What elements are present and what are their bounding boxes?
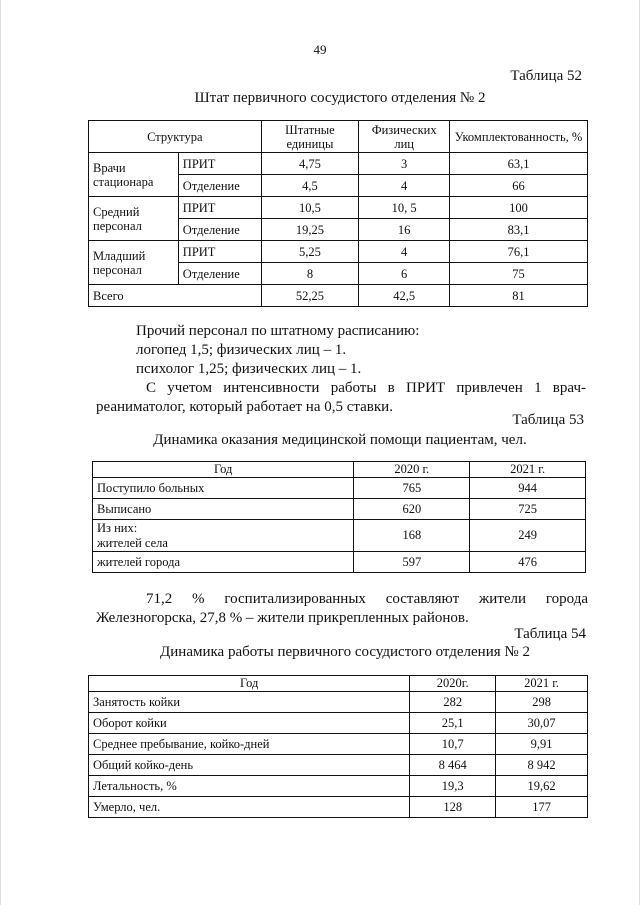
table-cell: 9,91 bbox=[496, 734, 588, 755]
table52 bbox=[88, 120, 588, 307]
table54-title: Динамика работы первичного сосудистого отделения № 2 bbox=[160, 644, 530, 660]
table-row bbox=[89, 197, 588, 219]
table-cell: 944 bbox=[470, 478, 586, 499]
table-cell: 3 bbox=[359, 153, 450, 175]
table-row-total bbox=[89, 285, 588, 307]
table-cell: 476 bbox=[470, 552, 586, 573]
paragraph-line: реаниматолог, который работает на 0,5 ставки. bbox=[96, 399, 393, 415]
table-cell: ПРИТ bbox=[178, 197, 261, 219]
table-cell: 42,5 bbox=[359, 285, 450, 307]
table53-title: Динамика оказания медицинской помощи пациентам, чел. bbox=[153, 432, 527, 448]
table-cell: 249 bbox=[470, 520, 586, 552]
table-cell: ПРИТ bbox=[178, 153, 261, 175]
table52-header-physical: Физических лиц bbox=[359, 121, 450, 153]
table52-header-structure: Структура bbox=[89, 121, 262, 153]
table-cell: Отделение bbox=[178, 175, 261, 197]
table-cell: 620 bbox=[354, 499, 470, 520]
table-cell bbox=[93, 520, 354, 552]
table-row bbox=[89, 776, 588, 797]
table-row bbox=[89, 797, 588, 818]
table-cell: ПРИТ bbox=[178, 241, 261, 263]
table-cell: 19,3 bbox=[410, 776, 496, 797]
table-cell: жителей города bbox=[93, 552, 354, 573]
table53-caption: Таблица 53 bbox=[512, 412, 584, 428]
table-row bbox=[89, 713, 588, 734]
page-number: 49 bbox=[313, 42, 327, 57]
table-cell: Отделение bbox=[178, 219, 261, 241]
table-row bbox=[89, 692, 588, 713]
table-header-cell: 2020 г. bbox=[354, 462, 470, 478]
table-cell: 52,25 bbox=[261, 285, 359, 307]
table-cell: Занятость койки bbox=[89, 692, 410, 713]
table-cell: 25,1 bbox=[410, 713, 496, 734]
table52-header-staffing: Укомплектованность, % bbox=[450, 121, 588, 153]
table-cell: 63,1 bbox=[450, 153, 588, 175]
table-cell: 16 bbox=[359, 219, 450, 241]
table-cell: 30,07 bbox=[496, 713, 588, 734]
table54-header-row bbox=[89, 676, 588, 692]
paragraph-line: логопед 1,5; физических лиц – 1. bbox=[136, 342, 347, 358]
table-cell: 10,5 bbox=[261, 197, 359, 219]
table-cell: 4 bbox=[359, 241, 450, 263]
table-row bbox=[89, 734, 588, 755]
table-row bbox=[89, 755, 588, 776]
table-cell: 8 942 bbox=[496, 755, 588, 776]
paragraph-line: Прочий персонал по штатному расписанию: bbox=[136, 323, 420, 339]
cell-line: Из них: bbox=[97, 520, 138, 535]
table52-title: Штат первичного сосудистого отделения № 2 bbox=[194, 90, 486, 106]
table-cell: 168 bbox=[354, 520, 470, 552]
table-cell: 75 bbox=[450, 263, 588, 285]
table-row bbox=[93, 478, 586, 499]
table-row bbox=[93, 552, 586, 573]
table-header-cell: Год bbox=[93, 462, 354, 478]
table52-caption: Таблица 52 bbox=[510, 68, 582, 84]
table-cell: 6 bbox=[359, 263, 450, 285]
table-cell: 81 bbox=[450, 285, 588, 307]
table-cell: 83,1 bbox=[450, 219, 588, 241]
table-header-cell: Год bbox=[89, 676, 410, 692]
table52-header-staff: Штатные единицы bbox=[261, 121, 359, 153]
table-cell: 597 bbox=[354, 552, 470, 573]
row-group-label: Младший персонал bbox=[89, 241, 179, 285]
table-cell: 282 bbox=[410, 692, 496, 713]
row-group-label: Средний персонал bbox=[89, 197, 179, 241]
table-cell: 8 464 bbox=[410, 755, 496, 776]
paragraph-line: Железногорска, 27,8 % – жители прикрепленных районов. bbox=[96, 610, 469, 626]
table-cell: 10,7 bbox=[410, 734, 496, 755]
table52-header-row bbox=[89, 121, 588, 153]
table-row bbox=[93, 520, 586, 552]
table-row bbox=[89, 153, 588, 175]
table53 bbox=[92, 461, 586, 573]
table-cell: 177 bbox=[496, 797, 588, 818]
table-cell: 128 bbox=[410, 797, 496, 818]
table-cell: 76,1 bbox=[450, 241, 588, 263]
table-cell: Среднее пребывание, койко-дней bbox=[89, 734, 410, 755]
table-cell: Всего bbox=[89, 285, 262, 307]
table-cell: 8 bbox=[261, 263, 359, 285]
scan-edge-left bbox=[0, 0, 1, 905]
paragraph-line: С учетом интенсивности работы в ПРИТ привлечен 1 врач- bbox=[146, 380, 586, 396]
table54-caption: Таблица 54 bbox=[514, 626, 586, 642]
table-header-cell: 2021 г. bbox=[470, 462, 586, 478]
table53-header-row bbox=[93, 462, 586, 478]
table-cell: 100 bbox=[450, 197, 588, 219]
table54 bbox=[88, 675, 588, 818]
paragraph-line: 71,2 % госпитализированных составляют жители города bbox=[146, 591, 588, 607]
table-cell: 5,25 bbox=[261, 241, 359, 263]
table-row bbox=[89, 241, 588, 263]
paragraph-line: психолог 1,25; физических лиц – 1. bbox=[136, 361, 362, 377]
table-cell: Поступило больных bbox=[93, 478, 354, 499]
table-cell: 4,75 bbox=[261, 153, 359, 175]
table-cell: 10, 5 bbox=[359, 197, 450, 219]
table-cell: 19,62 bbox=[496, 776, 588, 797]
table-cell: 298 bbox=[496, 692, 588, 713]
table-cell: Отделение bbox=[178, 263, 261, 285]
cell-line: жителей села bbox=[97, 535, 168, 550]
table-cell: Оборот койки bbox=[89, 713, 410, 734]
table-cell: Выписано bbox=[93, 499, 354, 520]
table-cell: 725 bbox=[470, 499, 586, 520]
table-cell: 4 bbox=[359, 175, 450, 197]
table-cell: 4,5 bbox=[261, 175, 359, 197]
table-header-cell: 2021 г. bbox=[496, 676, 588, 692]
row-group-label: Врачи стационара bbox=[89, 153, 179, 197]
table-cell: 19,25 bbox=[261, 219, 359, 241]
table-header-cell: 2020г. bbox=[410, 676, 496, 692]
table-cell: Летальность, % bbox=[89, 776, 410, 797]
table-cell: 765 bbox=[354, 478, 470, 499]
table-row bbox=[93, 499, 586, 520]
table-cell: Умерло, чел. bbox=[89, 797, 410, 818]
table-cell: 66 bbox=[450, 175, 588, 197]
table-cell: Общий койко-день bbox=[89, 755, 410, 776]
